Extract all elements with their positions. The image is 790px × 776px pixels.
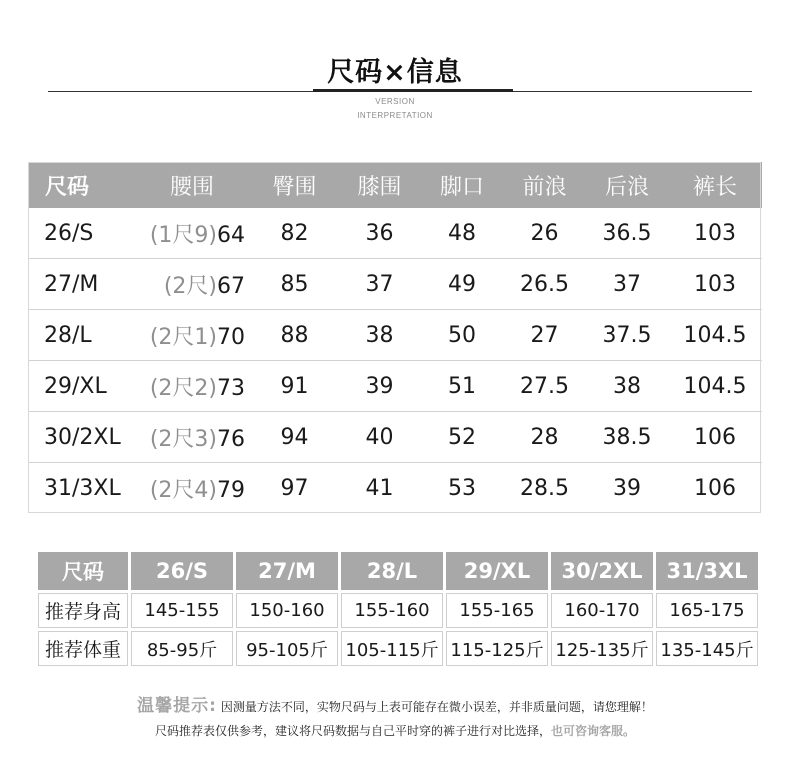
tips-label: 温馨提示: (137, 696, 217, 716)
weight-cell: 85-95斤 (131, 631, 233, 666)
recommend-size: 29/XL (446, 552, 548, 590)
weight-cell: 95-105斤 (236, 631, 338, 666)
col-header-hem: 脚口 (421, 162, 503, 208)
height-cell: 160-170 (551, 593, 653, 628)
recommend-size: 31/3XL (656, 552, 758, 590)
size-cell: 28/L (28, 310, 133, 361)
height-cell: 145-155 (131, 593, 233, 628)
header (0, 0, 790, 130)
tips-line-1 (0, 691, 790, 716)
waist-note: (2尺4) (149, 477, 217, 503)
back-rise-cell: 38.5 (586, 412, 668, 463)
weight-cell: 105-115斤 (341, 631, 443, 666)
recommend-height-row (38, 593, 758, 628)
length-cell: 106 (694, 475, 736, 501)
length-cell: 106 (668, 412, 762, 463)
tips-highlight: 也可咨询客服。 (551, 724, 636, 738)
tips-text-2: 尺码推荐表仅供参考，建议将尺码数据与自己平时穿的裤子进行对比选择， (154, 724, 551, 738)
back-rise-cell: 37.5 (586, 310, 668, 361)
knee-cell: 39 (338, 361, 421, 412)
waist-cell (133, 361, 251, 412)
col-header-knee: 膝围 (338, 162, 421, 208)
title-underline (313, 89, 513, 92)
hip-cell: 88 (251, 310, 338, 361)
hem-cell: 51 (421, 361, 503, 412)
front-rise-cell: 27 (503, 310, 586, 361)
col-header-front-rise: 前浪 (503, 162, 586, 208)
front-rise-cell: 26 (503, 208, 586, 259)
waist-value: 76 (217, 426, 245, 452)
waist-note: (1尺9) (149, 222, 217, 248)
length-cell: 104.5 (668, 361, 762, 412)
table-row (28, 361, 762, 412)
length-cell: 103 (668, 259, 762, 310)
height-cell: 165-175 (656, 593, 758, 628)
hip-cell: 97 (280, 475, 309, 501)
hem-cell: 53 (448, 475, 476, 501)
knee-cell: 37 (338, 259, 421, 310)
table-row (28, 208, 762, 259)
subtitle-version: VERSION (375, 97, 415, 106)
knee-cell: 36 (338, 208, 421, 259)
hem-cell: 52 (421, 412, 503, 463)
waist-cell (133, 412, 251, 463)
tips-text-1: 因测量方法不同，实物尺码与上表可能存在微小误差，并非质量问题，请您理解！ (220, 700, 653, 714)
waist-note: (2尺3) (149, 426, 217, 452)
length-cell: 104.5 (668, 310, 762, 361)
col-header-waist: 腰围 (133, 162, 251, 208)
table-row (28, 310, 762, 361)
waist-note: (2尺1) (149, 324, 217, 350)
size-cell: 29/XL (28, 361, 133, 412)
waist-note: (2尺2) (149, 375, 217, 401)
waist-cell (133, 463, 251, 514)
subtitle-interpretation: INTERPRETATION (357, 111, 433, 120)
back-rise-cell: 39 (613, 475, 641, 501)
waist-value: 73 (217, 375, 245, 401)
tips-line-2 (0, 722, 790, 739)
waist-note: (2尺) (163, 273, 217, 299)
weight-row-label: 推荐体重 (38, 631, 128, 666)
hip-cell: 91 (251, 361, 338, 412)
hem-cell: 49 (421, 259, 503, 310)
recommend-size: 30/2XL (551, 552, 653, 590)
knee-cell: 40 (338, 412, 421, 463)
weight-cell: 135-145斤 (656, 631, 758, 666)
back-rise-cell: 38 (586, 361, 668, 412)
height-row-label: 推荐身高 (38, 593, 128, 628)
front-rise-cell: 28 (503, 412, 586, 463)
recommend-weight-row (38, 631, 758, 666)
col-header-back-rise: 后浪 (586, 162, 668, 208)
col-header-hip: 臀围 (251, 162, 338, 208)
weight-cell: 125-135斤 (551, 631, 653, 666)
table-row (28, 463, 762, 514)
height-cell: 155-165 (446, 593, 548, 628)
back-rise-cell: 37 (586, 259, 668, 310)
hem-cell: 48 (421, 208, 503, 259)
col-header-length: 裤长 (668, 162, 762, 208)
recommend-size: 26/S (131, 552, 233, 590)
waist-cell (133, 208, 251, 259)
waist-value: 67 (217, 273, 245, 299)
recommend-header-label: 尺码 (38, 552, 128, 590)
waist-cell (133, 259, 251, 310)
col-header-size: 尺码 (28, 162, 133, 208)
size-cell: 27/M (28, 259, 133, 310)
size-cell: 26/S (28, 208, 133, 259)
hem-cell: 50 (421, 310, 503, 361)
hip-cell: 85 (251, 259, 338, 310)
recommend-table (35, 549, 761, 669)
knee-cell: 41 (365, 475, 394, 501)
back-rise-cell: 36.5 (586, 208, 668, 259)
waist-value: 70 (217, 324, 245, 350)
waist-cell (133, 310, 251, 361)
front-rise-cell: 26.5 (503, 259, 586, 310)
size-table (28, 162, 762, 513)
front-rise-cell: 28.5 (520, 475, 569, 501)
hip-cell: 82 (251, 208, 338, 259)
size-cell: 30/2XL (28, 412, 133, 463)
front-rise-cell: 27.5 (503, 361, 586, 412)
recommend-size: 28/L (341, 552, 443, 590)
knee-cell: 38 (338, 310, 421, 361)
height-cell: 150-160 (236, 593, 338, 628)
recommend-size: 27/M (236, 552, 338, 590)
recommend-header-row (38, 552, 758, 590)
waist-value: 79 (217, 477, 245, 503)
size-table-header (28, 162, 762, 208)
length-cell: 103 (668, 208, 762, 259)
table-row (28, 412, 762, 463)
height-cell: 155-160 (341, 593, 443, 628)
hip-cell: 94 (251, 412, 338, 463)
waist-value: 64 (217, 222, 245, 248)
table-row (28, 259, 762, 310)
weight-cell: 115-125斤 (446, 631, 548, 666)
page-title: 尺码×信息 (327, 57, 463, 88)
size-cell: 31/3XL (44, 475, 121, 501)
